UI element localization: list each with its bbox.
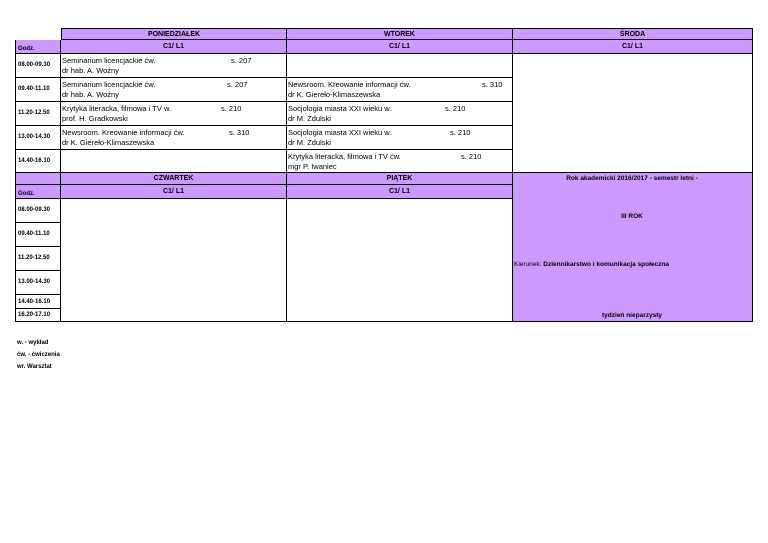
class-title: Socjologia miasta XXI wieku w. — [288, 104, 392, 113]
day-label: PONIEDZIAŁEK — [147, 31, 201, 38]
class-title: Krytyka literacka, filmowa i TV ćw. — [288, 152, 401, 161]
week-label: tydzień nieparzysty — [602, 312, 662, 319]
group-label: C1/ L1 — [162, 188, 184, 195]
legend-item: wr. Warsztat — [17, 364, 52, 370]
class-room: s. 310 — [229, 128, 250, 137]
time-label: 08.00-09.30 — [18, 62, 51, 68]
class-cell — [61, 102, 287, 126]
class-title: Seminarium licencjackie ćw. — [62, 80, 156, 89]
class-cell — [61, 126, 287, 150]
class-room: s. 207 — [231, 56, 252, 65]
day-header-tuesday — [287, 28, 513, 40]
kierunek-line — [514, 261, 669, 268]
class-cell — [61, 54, 287, 78]
class-room: s. 310 — [482, 80, 503, 89]
legend — [17, 339, 60, 375]
godz-label: Godz. — [18, 191, 35, 197]
class-teacher: dr K. Giereło-Klimaszewska — [288, 90, 381, 99]
group-header-wednesday — [513, 40, 753, 54]
class-teacher: prof. H. Gradkowski — [62, 114, 128, 123]
class-title: Seminarium licencjackie ćw. — [62, 56, 156, 65]
class-teacher: dr M. Zdulski — [288, 138, 331, 147]
kierunek-label: Kierunek: — [514, 261, 544, 268]
time-label: 13.00-14.30 — [18, 134, 51, 140]
empty-cell — [287, 54, 513, 78]
time-label: 11.20-12.50 — [18, 255, 50, 261]
class-room: s. 207 — [227, 80, 248, 89]
empty-cell — [61, 150, 287, 173]
class-teacher: dr M. Zdulski — [288, 114, 331, 123]
class-teacher: dr hab. A. Woźny — [62, 90, 119, 99]
time-label: 11.20-12.50 — [18, 110, 50, 116]
group-header-friday — [287, 185, 513, 199]
legend-item: w. - wykład — [17, 340, 49, 346]
day-header-wednesday — [513, 28, 753, 40]
class-room: s. 210 — [461, 152, 482, 161]
year-label: III ROK — [621, 213, 643, 220]
godz-header-spacer — [15, 173, 61, 185]
time-slot — [15, 309, 61, 322]
time-slot — [15, 102, 61, 126]
class-room: s. 210 — [445, 104, 466, 113]
time-label: 09.40-11.10 — [18, 86, 50, 92]
class-title: Socjologia miasta XXI wieku w. — [288, 128, 392, 137]
time-slot — [15, 247, 61, 271]
group-label: C1/ L1 — [388, 188, 410, 195]
time-slot — [15, 78, 61, 102]
group-label: C1/ L1 — [162, 43, 184, 50]
class-cell — [287, 126, 513, 150]
class-teacher: dr K. Giereło-Klimaszewska — [62, 138, 155, 147]
time-label: 14.40-16.10 — [18, 158, 51, 164]
time-slot — [15, 54, 61, 78]
class-cell — [287, 150, 513, 173]
time-slot — [15, 126, 61, 150]
kierunek-value: Dziennikarstwo i komunikacja społeczna — [543, 261, 669, 268]
empty-cell — [61, 199, 287, 322]
info-panel — [513, 173, 753, 322]
day-label: ŚRODA — [619, 31, 646, 38]
class-title: Newsroom. Kreowanie informacji ćw. — [62, 128, 185, 137]
time-slot — [15, 223, 61, 247]
godz-label: Godz. — [18, 46, 35, 52]
time-slot — [15, 295, 61, 309]
empty-cell — [513, 54, 753, 173]
semester-title: Rok akademicki 2016/2017 - semestr letni - — [566, 175, 698, 182]
godz-header — [15, 40, 61, 54]
class-title: Krytyka literacka, filmowa i TV w. — [62, 104, 172, 113]
day-header-monday — [61, 28, 287, 40]
group-label: C1/ L1 — [621, 43, 643, 50]
class-cell — [287, 102, 513, 126]
day-label: CZWARTEK — [153, 175, 194, 182]
group-header-monday — [61, 40, 287, 54]
day-label: PIĄTEK — [386, 175, 413, 182]
time-label: 13.00-14.30 — [18, 279, 51, 285]
time-slot — [15, 150, 61, 173]
day-header-friday — [287, 173, 513, 185]
time-label: 09.40-11.10 — [18, 231, 50, 237]
time-label: 08.00-09.30 — [18, 207, 51, 213]
class-room: s. 210 — [221, 104, 242, 113]
time-label: 14.40-16.10 — [18, 299, 51, 305]
class-teacher: dr hab. A. Woźny — [62, 66, 119, 75]
class-cell — [61, 78, 287, 102]
godz-header — [15, 185, 61, 199]
time-slot — [15, 271, 61, 295]
class-room: s. 210 — [450, 128, 471, 137]
group-label: C1/ L1 — [388, 43, 410, 50]
empty-cell — [287, 199, 513, 322]
group-header-thursday — [61, 185, 287, 199]
time-slot — [15, 199, 61, 223]
class-teacher: mgr P. Iwaniec — [288, 162, 337, 171]
class-cell — [287, 78, 513, 102]
day-label: WTOREK — [384, 31, 415, 38]
legend-item: ćw. - ćwiczenia — [17, 352, 60, 358]
time-label: 16.20-17.10 — [18, 312, 51, 318]
day-header-thursday — [61, 173, 287, 185]
group-header-tuesday — [287, 40, 513, 54]
class-title: Newsroom. Kreowanie informacji ćw. — [288, 80, 411, 89]
